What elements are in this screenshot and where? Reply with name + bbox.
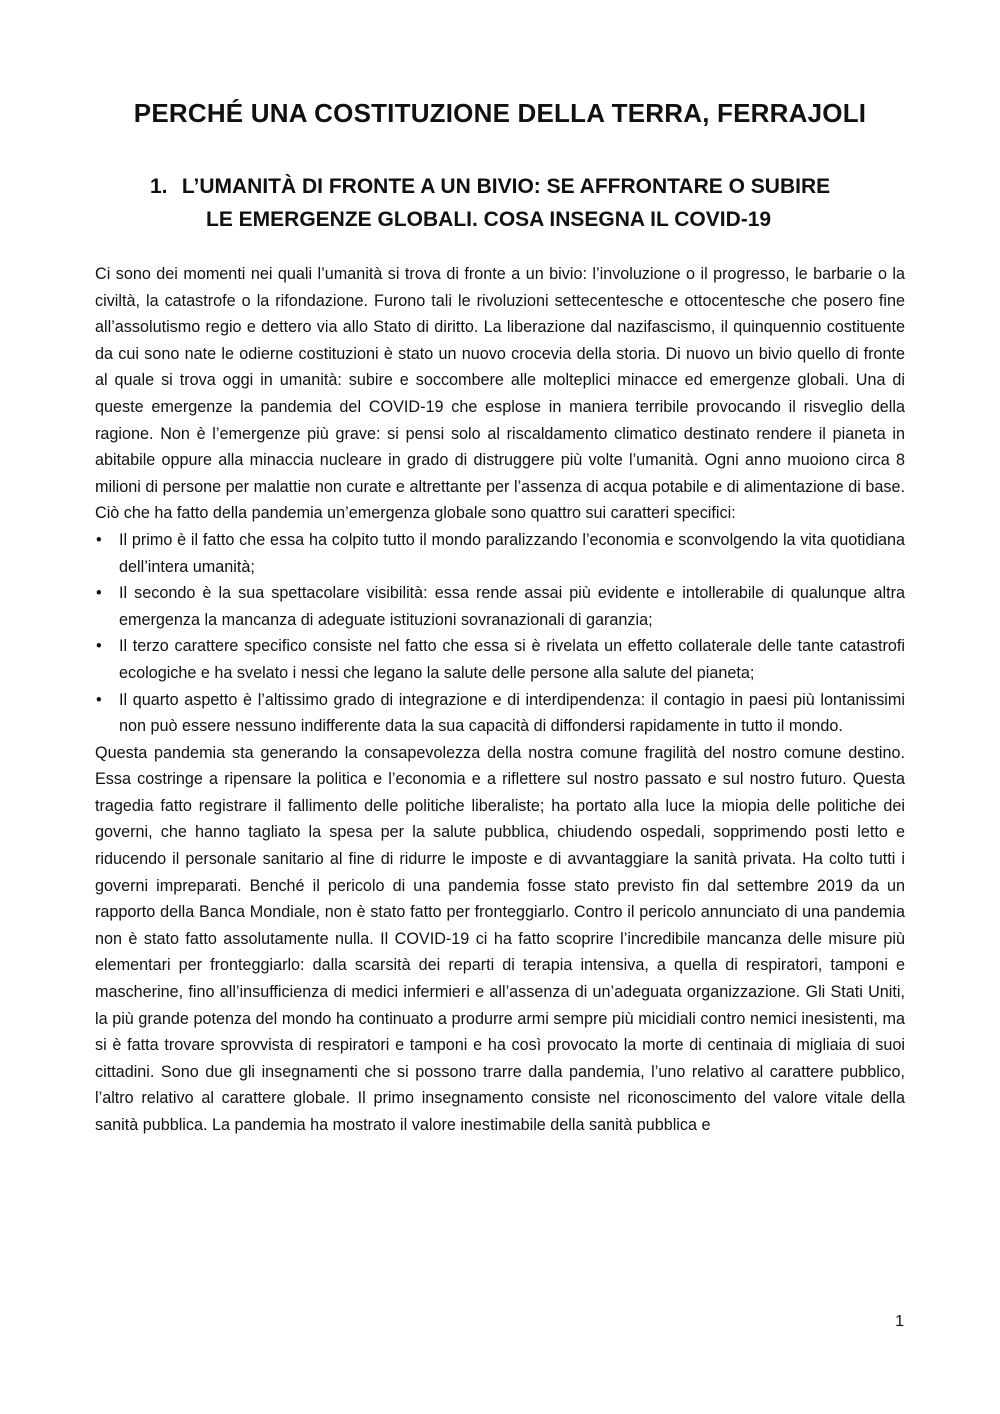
list-item-text: Il primo è il fatto che essa ha colpito tutto il mondo paralizzando l’economia e sconvolgendo la vita quotidiana dell’intera umanità; (119, 530, 905, 576)
list-item (95, 580, 905, 633)
paragraph-intro: Ci sono dei momenti nei quali l’umanità si trova di fronte a un bivio: l’involuzione o il progresso, le barbarie o la civiltà, la catastrofe o la rifondazione. Furono tali le rivoluzioni settecentesche e ottocentesche che posero fine all’assolutismo regio e dettero via allo Stato di diritto. La liberazione dal nazifascismo, il quinquennio costituente da cui sono nate le odierne costituzioni è stato un nuovo crocevia della storia. Di nuovo un bivio quello di fronte al quale si trova oggi in umanità: subire e soccombere alle molteplici minacce ed emergenze globali. Una di queste emergenze la pandemia del COVID-19 che esplose in maniera terribile provocando il risveglio della ragione. Non è l’emergenze più grave: si pensi solo al riscaldamento climatico destinato rendere il pianeta in abitabile oppure alla minaccia nucleare in grado di distruggere più volte l’umanità. Ogni anno muoiono circa 8 milioni di persone per malattie non curate e altrettante per l’assenza di acqua potabile e di alimentazione di base. Ciò che ha fatto della pandemia un’emergenza globale sono quattro sui caratteri specifici: (95, 265, 905, 523)
bullet-icon: • (96, 584, 102, 603)
paragraph-pandemic-lessons: Questa pandemia sta generando la consapevolezza della nostra comune fragilità del nostro comune destino. Essa costringe a ripensare la politica e l’economia e a riflettere sul nostro passato e sul nostro futuro. Questa tragedia fatto registrare il fallimento delle politiche liberaliste; ha portato alla luce la miopia delle politiche dei governi, che hanno tagliato la spesa per la salute pubblica, chiudendo ospedali, sopprimendo posti letto e riducendo il personale sanitario al fine di ridurre le imposte e di avvantaggiare la sanità privata. Ha colto tutti i governi impreparati. Benché il pericolo di una pandemia fosse stato previsto fin dal settembre 2019 da un rapporto della Banca Mondiale, non è stato fatto per fronteggiarlo. Contro il pericolo annunciato di una pandemia non è stato fatto assolutamente nulla. Il COVID-19 ci ha fatto scoprire l’incredibile mancanza delle misure più elementari per fronteggiarlo: dalla scarsità dei reparti di terapia intensiva, a quella di respiratori, tamponi e mascherine, fino all’insufficienza di medici infermieri e all’assenza di un’adeguata organizzazione. Gli Stati Uniti, la più grande potenza del mondo ha continuato a produrre armi sempre più micidiali contro nemici inesistenti, ma si è fatta trovare sprovvista di respiratori e tamponi e ha così provocato la morte di centinaia di migliaia di suoi cittadini. Sono due gli insegnamenti che si possono trarre dalla pandemia, l’uno relativo al carattere pubblico, l’altro relativo al carattere globale. Il primo insegnamento consiste nel riconoscimento del valore vitale della sanità pubblica. La pandemia ha mostrato il valore inestimabile della sanità pubblica e (95, 743, 905, 1134)
list-item-text: Il quarto aspetto è l’altissimo grado di integrazione e di interdipendenza: il contagio in paesi più lontanissimi non può essere nessuno indifferente data la sua capacità di diffondersi rapidamente in tutto il mondo. (119, 690, 905, 736)
bullet-icon: • (96, 530, 102, 549)
document-body (95, 261, 905, 1139)
section-title-line2: LE EMERGENZE GLOBALI. COSA INSEGNA IL COVID-19 (206, 208, 772, 231)
list-item-text: Il terzo carattere specifico consiste nel fatto che essa si è rivelata un effetto collaterale delle tante catastrofi ecologiche e ha svelato i nessi che legano la salute delle persone alla salute del pianeta; (119, 637, 905, 682)
page-number: 1 (895, 1313, 904, 1330)
list-item (95, 687, 905, 740)
document-title: PERCHÉ UNA COSTITUZIONE DELLA TERRA, FERRAJOLI (133, 98, 867, 128)
section-title-line1: L’UMANITÀ DI FRONTE A UN BIVIO: SE AFFRONTARE O SUBIRE (181, 175, 831, 198)
list-item-text: Il secondo è la sua spettacolare visibilità: essa rende assai più evidente e intollerabile di qualunque altra emergenza la mancanza di adeguate istituzioni sovranazionali di garanzia; (119, 584, 905, 629)
section-heading (150, 170, 910, 236)
characteristics-list (95, 527, 905, 740)
bullet-icon: • (96, 690, 102, 709)
list-item (95, 633, 905, 686)
section-number: 1. (150, 175, 168, 198)
bullet-icon: • (96, 637, 102, 656)
list-item (95, 527, 905, 580)
